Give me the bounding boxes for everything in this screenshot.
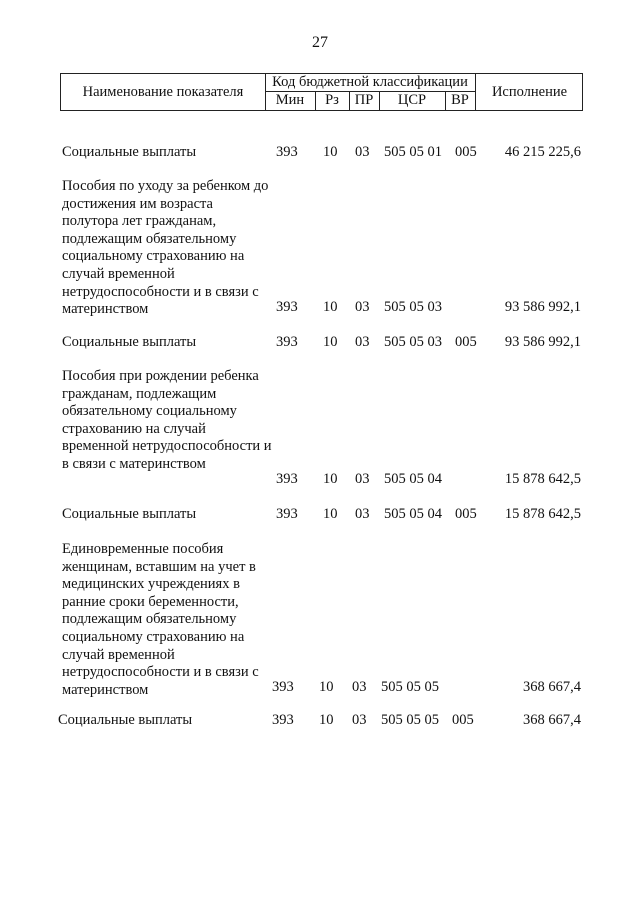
row-amount: 93 586 992,1 bbox=[504, 334, 581, 350]
row-csr: 505 05 04 bbox=[384, 506, 442, 522]
row-pr: 03 bbox=[355, 299, 370, 315]
row-vr: 005 bbox=[452, 712, 474, 728]
row-rz: 10 bbox=[323, 144, 338, 160]
row-csr: 505 05 05 bbox=[381, 712, 439, 728]
row-vr: 005 bbox=[455, 144, 477, 160]
row-pr: 03 bbox=[355, 334, 370, 350]
row-csr: 505 05 03 bbox=[384, 299, 442, 315]
row-name: Социальные выплаты bbox=[62, 144, 197, 160]
row-csr: 505 05 04 bbox=[384, 471, 442, 487]
row-csr: 505 05 05 bbox=[381, 679, 439, 695]
row-amount: 15 878 642,5 bbox=[504, 506, 581, 522]
row-pr: 03 bbox=[355, 471, 370, 487]
row-amount: 93 586 992,1 bbox=[504, 299, 581, 315]
row-name: Социальные выплаты bbox=[62, 334, 197, 350]
row-amount: 46 215 225,6 bbox=[504, 144, 581, 160]
row-vr: 005 bbox=[455, 334, 477, 350]
row-min: 393 bbox=[276, 506, 298, 522]
header-name: Наименование показателя bbox=[82, 84, 244, 100]
row-min: 393 bbox=[272, 679, 294, 695]
row-vr: 005 bbox=[455, 506, 477, 522]
row-pr: 03 bbox=[352, 712, 367, 728]
row-rz: 10 bbox=[323, 471, 338, 487]
row-rz: 10 bbox=[319, 712, 334, 728]
header-vr: ВР bbox=[451, 92, 469, 108]
row-min: 393 bbox=[276, 299, 298, 315]
table-header bbox=[60, 73, 583, 111]
row-min: 393 bbox=[276, 334, 298, 350]
row-rz: 10 bbox=[323, 299, 338, 315]
row-rz: 10 bbox=[323, 506, 338, 522]
header-code-group: Код бюджетной классификации bbox=[272, 74, 468, 90]
row-rz: 10 bbox=[319, 679, 334, 695]
header-min: Мин bbox=[275, 92, 305, 108]
row-csr: 505 05 03 bbox=[384, 334, 442, 350]
row-amount: 368 667,4 bbox=[523, 712, 581, 728]
row-pr: 03 bbox=[355, 144, 370, 160]
row-min: 393 bbox=[276, 471, 298, 487]
row-csr: 505 05 01 bbox=[384, 144, 442, 160]
row-pr: 03 bbox=[355, 506, 370, 522]
row-name: Единовременные пособия женщинам, вставшим на учет в медицинских учреждениях в ранние сроки беременности, подлежащим обязательному социальному страхованию на случай временной нетрудоспособности и в связи с материнством bbox=[62, 541, 259, 698]
row-name: Пособия по уходу за ребенком до достижения им возраста полутора лет гражданам, подлежащим обязательному социальному страхованию на случай временной нетрудоспособности и в связи с материнством bbox=[62, 178, 269, 318]
row-name: Пособия при рождении ребенка гражданам, подлежащим обязательному социальному страхованию на случай временной нетрудоспособности и в связи с материнством bbox=[62, 368, 272, 472]
page-number: 27 bbox=[312, 34, 328, 51]
header-amount: Исполнение bbox=[491, 84, 568, 100]
row-name: Социальные выплаты bbox=[58, 712, 193, 728]
header-csr: ЦСР bbox=[397, 92, 427, 108]
row-min: 393 bbox=[272, 712, 294, 728]
row-amount: 368 667,4 bbox=[523, 679, 581, 695]
row-rz: 10 bbox=[323, 334, 338, 350]
row-pr: 03 bbox=[352, 679, 367, 695]
header-pr: ПР bbox=[354, 92, 374, 108]
row-min: 393 bbox=[276, 144, 298, 160]
row-amount: 15 878 642,5 bbox=[504, 471, 581, 487]
header-rz: Рз bbox=[325, 92, 339, 108]
row-name: Социальные выплаты bbox=[62, 506, 197, 522]
